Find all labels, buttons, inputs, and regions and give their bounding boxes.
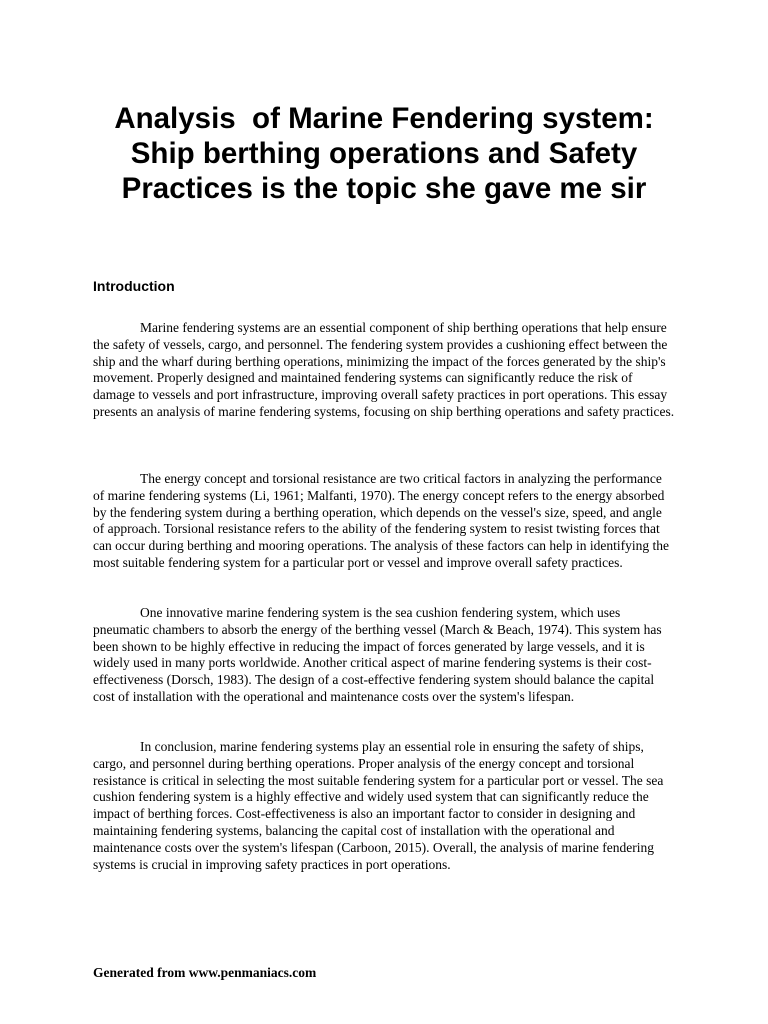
body-paragraph: Marine fendering systems are an essential component of ship berthing operations that help ensure the safety of vessels, cargo, and personnel. The fendering system provides a cushioning effect between the ship and the wharf during berthing operations, minimizing the impact of the forces generated by the ship's movement. Properly designed and maintained fendering systems can significantly reduce the risk of damage to vessels and port infrastructure, improving overall safety practices in port operations. This essay presents an analysis of marine fendering systems, focusing on ship berthing operations and safety practices. (93, 320, 675, 419)
document-title: Analysis of Marine Fendering system: Ship berthing operations and Safety Practices is the topic she gave me sir (114, 102, 671, 205)
body-paragraph: One innovative marine fendering system is the sea cushion fendering system, which uses pneumatic chambers to absorb the energy of the berthing vessel (March & Beach, 1974). This system has been shown to be highly effective in reducing the impact of forces generated by large vessels, and it is widely used in many ports worldwide. Another critical aspect of marine fendering systems is their cost-effectiveness (Dorsch, 1983). The design of a cost-effective fendering system should balance the capital cost of installation with the operational and maintenance costs over the system's lifespan. (93, 605, 662, 704)
body-paragraph: In conclusion, marine fendering systems play an essential role in ensuring the safety of ships, cargo, and personnel during berthing operations. Proper analysis of the energy concept and torsional resistance is critical in selecting the most suitable fendering system for a particular port or vessel. The sea cushion fendering system is a highly effective and widely used system that can significantly reduce the impact of berthing forces. Cost-effectiveness is also an important factor to consider in designing and maintaining fendering systems, balancing the capital cost of installation with the operational and maintenance costs over the system's lifespan (Carboon, 2015). Overall, the analysis of marine fendering systems is crucial in improving safety practices in port operations. (93, 739, 664, 872)
body-paragraph: The energy concept and torsional resistance are two critical factors in analyzing the performance of marine fendering systems (Li, 1961; Malfanti, 1970). The energy concept refers to the energy absorbed by the fendering system during a berthing operation, which depends on the vessel's size, speed, and angle of approach. Torsional resistance refers to the ability of the fendering system to resist twisting forces that can occur during berthing and mooring operations. The analysis of these factors can help in identifying the most suitable fendering system for a particular port or vessel and improve overall safety practices. (93, 471, 669, 570)
footer-note: Generated from www.penmaniacs.com (93, 965, 317, 980)
section-heading-introduction: Introduction (93, 278, 175, 294)
